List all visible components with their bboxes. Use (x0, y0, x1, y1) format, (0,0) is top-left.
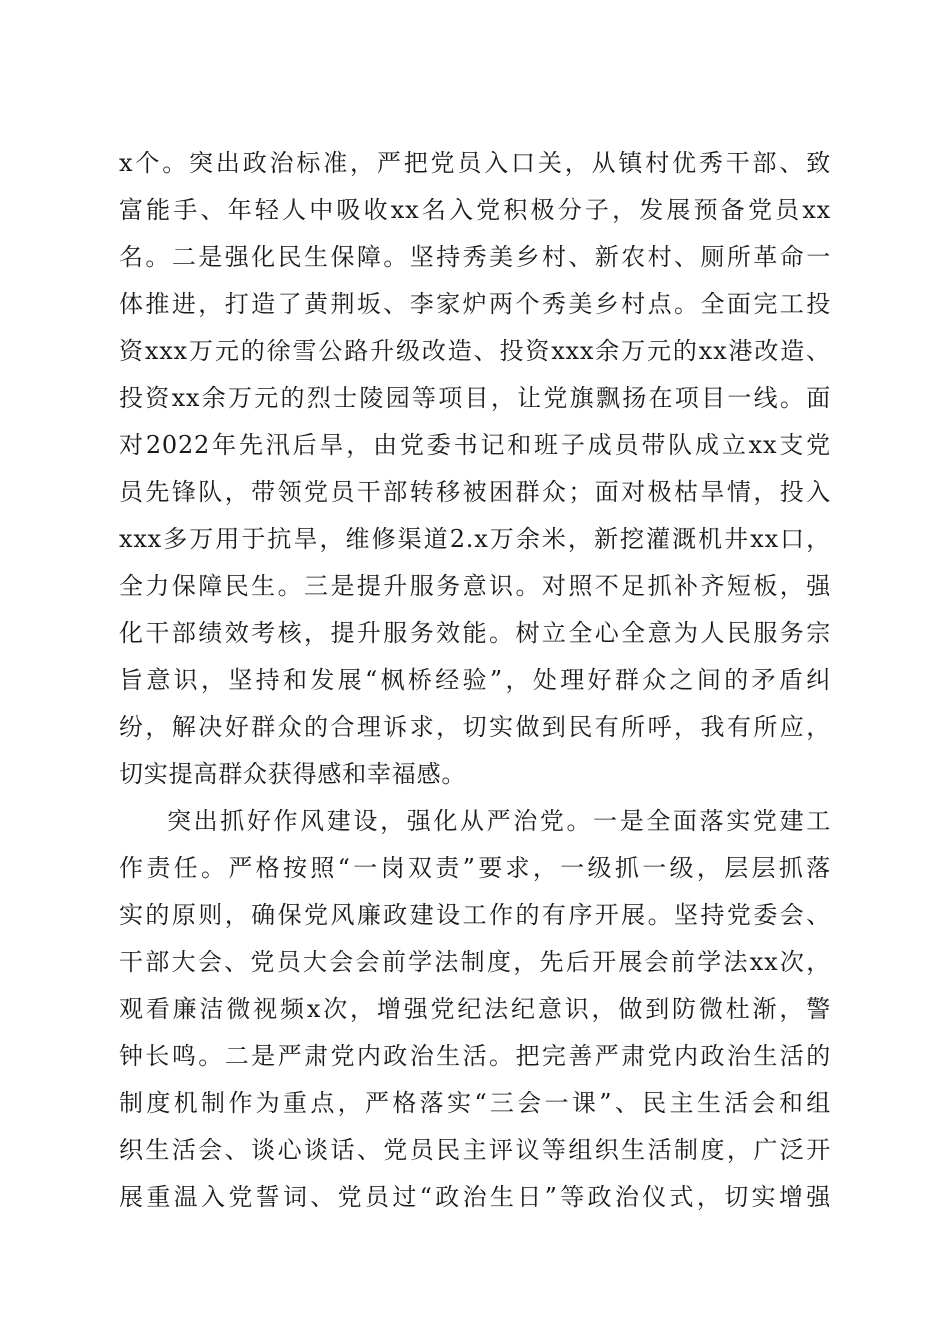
text-line: 名。二是强化民生保障。坚持秀美乡村、新农村、厕所革命一 (119, 243, 831, 271)
text-line: 切实提高群众获得感和幸福感。 (119, 760, 467, 788)
text-line: 展重温入党誓词、党员过“政治生日”等政治仪式，切实增强 (119, 1183, 831, 1211)
text-line: 钟长鸣。二是严肃党内政治生活。把完善严肃党内政治生活的 (119, 1042, 831, 1070)
text-line: 体推进，打造了黄荆坂、李家炉两个秀美乡村点。全面完工投 (119, 290, 831, 318)
text-line: 员先锋队，带领党员干部转移被困群众；面对极枯旱情，投入 (119, 478, 831, 506)
text-line: 作责任。严格按照“一岗双责”要求，一级抓一级，层层抓落 (119, 854, 831, 882)
text-line: 纷，解决好群众的合理诉求，切实做到民有所呼，我有所应， (119, 713, 831, 741)
text-line: 制度机制作为重点，严格落实“三会一课”、民主生活会和组 (119, 1089, 831, 1117)
text-line: 投资xx余万元的烈士陵园等项目，让党旗飘扬在项目一线。面 (119, 384, 831, 412)
text-line: 全力保障民生。三是提升服务意识。对照不足抓补齐短板，强 (119, 572, 831, 600)
text-line: 实的原则，确保党风廉政建设工作的有序开展。坚持党委会、 (119, 901, 831, 929)
text-line: x个。突出政治标准，严把党员入口关，从镇村优秀干部、致 (119, 149, 831, 177)
paragraph-start-line: 突出抓好作风建设，强化从严治党。一是全面落实党建工 (167, 807, 831, 835)
text-line: 对2022年先汛后旱，由党委书记和班子成员带队成立xx支党 (119, 431, 831, 459)
text-line: 观看廉洁微视频x次，增强党纪法纪意识，做到防微杜渐，警 (119, 995, 831, 1023)
text-line: 织生活会、谈心谈话、党员民主评议等组织生活制度，广泛开 (119, 1136, 831, 1164)
text-line: 旨意识，坚持和发展“枫桥经验”，处理好群众之间的矛盾纠 (119, 666, 831, 694)
text-line: 化干部绩效考核，提升服务效能。树立全心全意为人民服务宗 (119, 619, 831, 647)
text-line: xxx多万用于抗旱，维修渠道2.x万余米，新挖灌溉机井xx口， (119, 525, 831, 553)
text-line: 资xxx万元的徐雪公路升级改造、投资xxx余万元的xx港改造、 (119, 337, 831, 365)
text-line: 富能手、年轻人中吸收xx名入党积极分子，发展预备党员xx (119, 196, 831, 224)
text-line: 干部大会、党员大会会前学法制度，先后开展会前学法xx次， (119, 948, 831, 976)
